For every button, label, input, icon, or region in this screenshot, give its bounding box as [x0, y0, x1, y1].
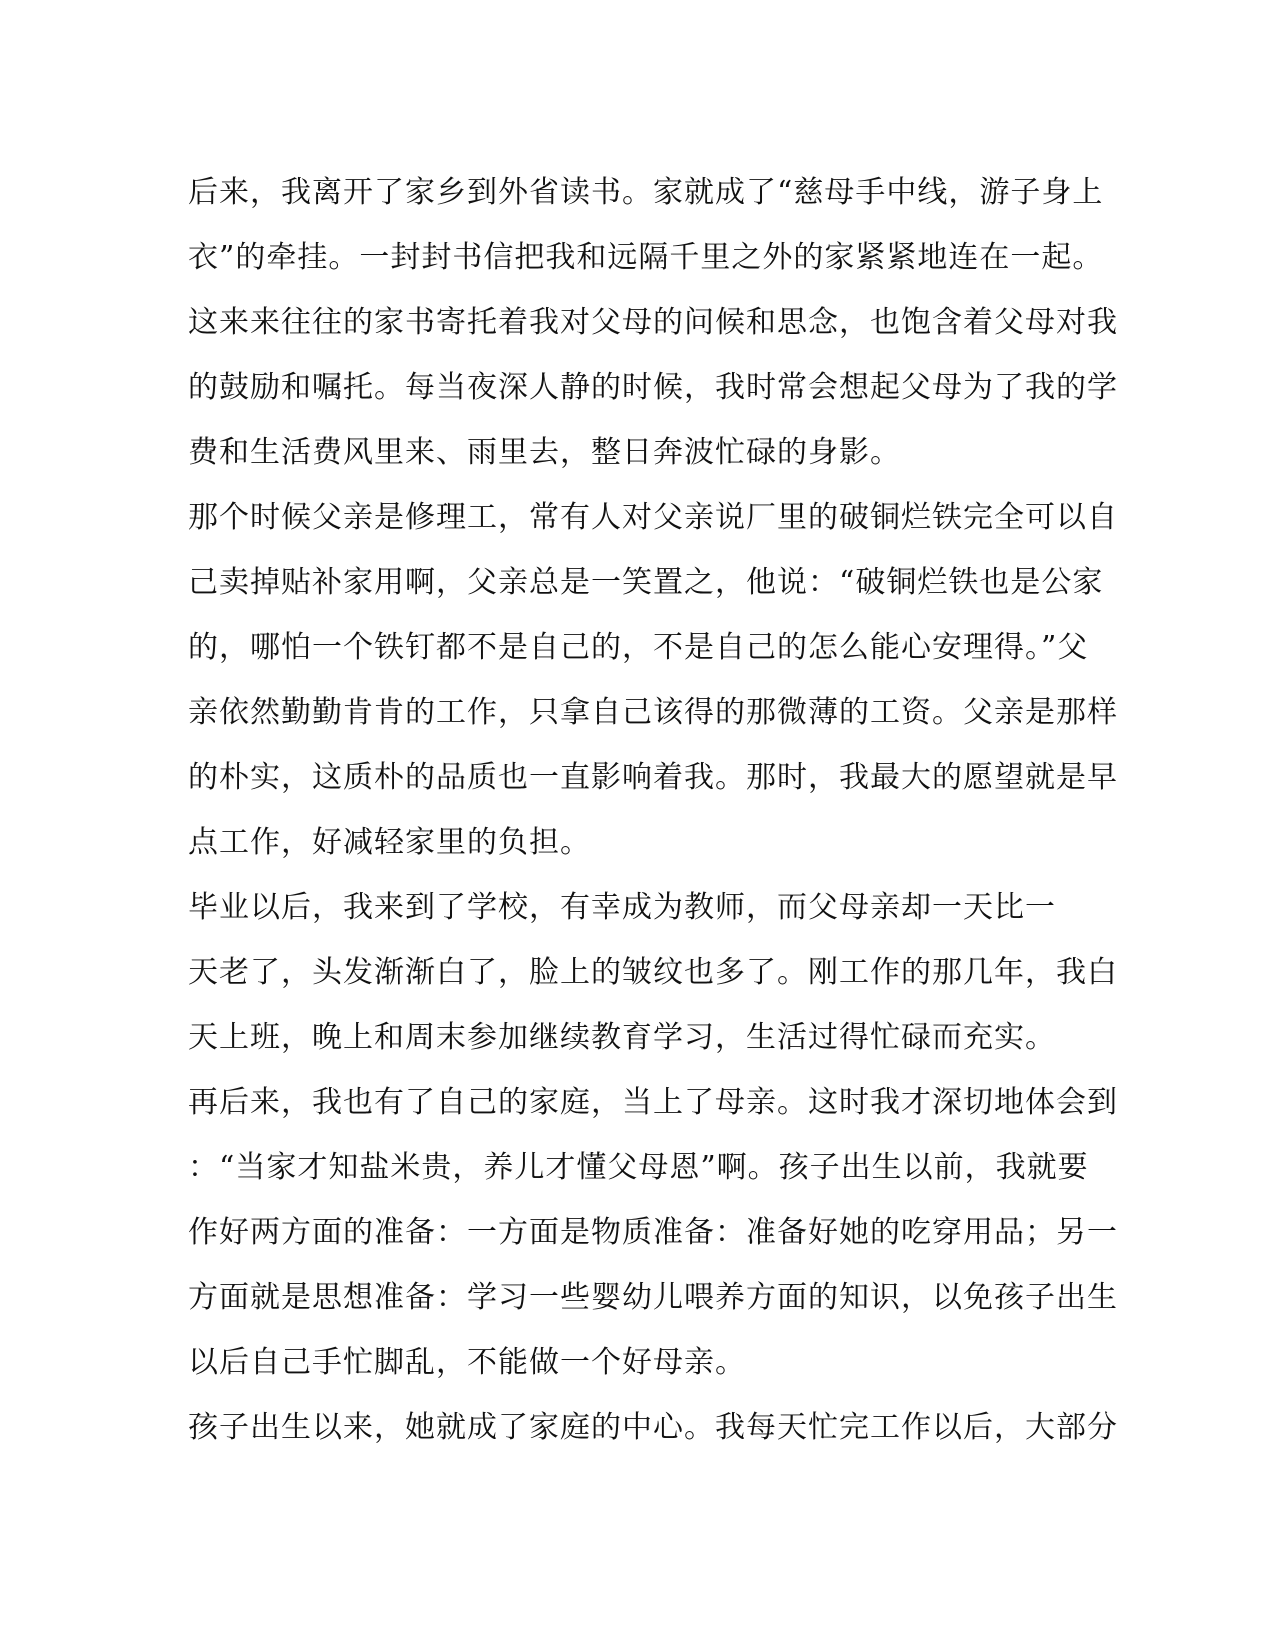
- text-line: 点工作，好减轻家里的负担。: [188, 825, 591, 860]
- text-line: 的，哪怕一个铁钉都不是自己的，不是自己的怎么能心安理得。”父: [188, 630, 1089, 665]
- text-line: 天老了，头发渐渐白了，脸上的皱纹也多了。刚工作的那几年，我白: [188, 955, 1118, 990]
- text-line: 那个时候父亲是修理工，常有人对父亲说厂里的破铜烂铁完全可以自: [188, 500, 1118, 535]
- text-line: 以后自己手忙脚乱，不能做一个好母亲。: [188, 1345, 746, 1380]
- text-line: 的朴实，这质朴的品质也一直影响着我。那时，我最大的愿望就是早: [188, 760, 1118, 795]
- text-line: 费和生活费风里来、雨里去，整日奔波忙碌的身影。: [188, 435, 901, 470]
- text-line: 的鼓励和嘱托。每当夜深人静的时候，我时常会想起父母为了我的学: [188, 370, 1118, 405]
- text-line: 己卖掉贴补家用啊，父亲总是一笑置之，他说：“破铜烂铁也是公家: [188, 565, 1104, 600]
- text-line: 毕业以后，我来到了学校，有幸成为教师，而父母亲却一天比一: [188, 890, 1056, 925]
- text-line: ：“当家才知盐米贵，养儿才懂父母恩”啊。孩子出生以前，我就要: [188, 1150, 1089, 1185]
- text-line: 亲依然勤勤肯肯的工作，只拿自己该得的那微薄的工资。父亲是那样: [188, 695, 1118, 730]
- text-line: 再后来，我也有了自己的家庭，当上了母亲。这时我才深切地体会到: [188, 1085, 1118, 1120]
- text-line: 方面就是思想准备：学习一些婴幼儿喂养方面的知识，以免孩子出生: [188, 1280, 1118, 1315]
- text-line: 后来，我离开了家乡到外省读书。家就成了“慈母手中线，游子身上: [188, 175, 1104, 210]
- text-line: 衣”的牵挂。一封封书信把我和远隔千里之外的家紧紧地连在一起。: [188, 240, 1104, 275]
- text-line: 孩子出生以来，她就成了家庭的中心。我每天忙完工作以后，大部分: [188, 1410, 1118, 1445]
- text-line: 这来来往往的家书寄托着我对父母的问候和思念，也饱含着父母对我: [188, 305, 1118, 340]
- text-line: 作好两方面的准备：一方面是物质准备：准备好她的吃穿用品；另一: [188, 1215, 1118, 1250]
- text-line: 天上班，晚上和周末参加继续教育学习，生活过得忙碌而充实。: [188, 1020, 1056, 1055]
- body-text: [188, 160, 1118, 1460]
